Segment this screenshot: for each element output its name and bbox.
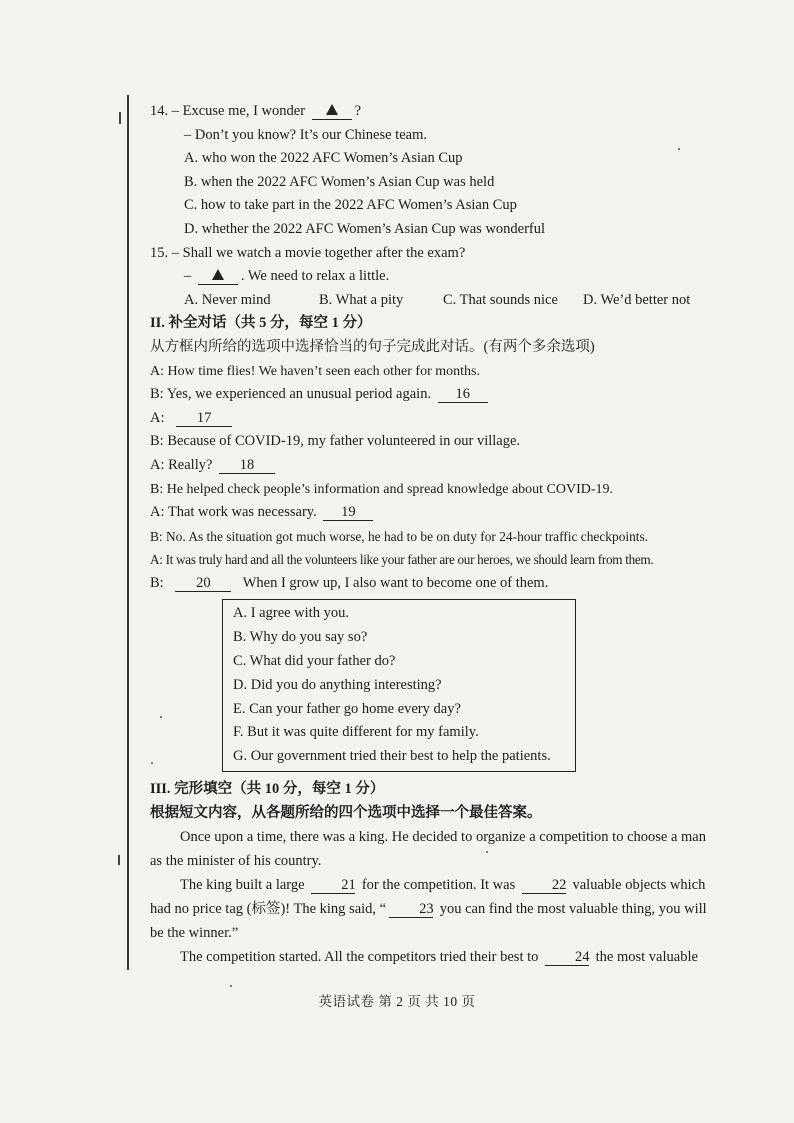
q14-line1: – Excuse me, I wonder xyxy=(171,103,306,119)
q14-response: – Don’t you know? It’s our Chinese team. xyxy=(184,126,427,143)
blank-20[interactable]: 20 xyxy=(175,575,231,592)
scan-speck xyxy=(678,148,680,150)
box-option-c[interactable]: C. What did your father do? xyxy=(233,653,396,670)
dialogue xyxy=(150,360,710,596)
blank-17[interactable]: 17 xyxy=(176,410,232,427)
q14-option-a[interactable]: A. who won the 2022 AFC Women’s Asian Cup xyxy=(184,150,463,167)
q14-option-d[interactable]: D. whether the 2022 AFC Women’s Asian Cup was wonderful xyxy=(184,220,546,237)
q14-blank[interactable] xyxy=(312,103,352,120)
dialogue-line: A: How time flies! We haven’t seen each other for months. xyxy=(150,363,480,379)
passage-paragraph-3: The competition started. All the competitors tried their best to 24 the most valuable xyxy=(180,949,698,966)
scan-speck xyxy=(486,851,488,853)
triangle-icon xyxy=(212,269,224,280)
margin-tick xyxy=(118,855,120,865)
dialogue-line: B: No. As the situation got much worse, he had to be on duty for 24-hour traffic checkpoints. xyxy=(150,528,649,544)
q15-option-c[interactable]: C. That sounds nice xyxy=(443,291,558,308)
dialogue-line: B: Yes, we experienced an unusual period again. 16 xyxy=(150,383,710,407)
section3-title: III. 完形填空（共 10 分，每空 1 分） xyxy=(150,781,385,798)
section3-instruction: 根据短文内容，从各题所给的四个选项中选择一个最佳答案。 xyxy=(150,804,542,821)
dialogue-line: A: That work was necessary. 19 xyxy=(150,501,710,525)
dialogue-line: B: 20 When I grow up, I also want to become one of them. xyxy=(150,574,549,591)
box-option-d[interactable]: D. Did you do anything interesting? xyxy=(233,676,442,693)
dialogue-line: A: 17 xyxy=(150,407,710,431)
section2-title: II. 补全对话（共 5 分，每空 1 分） xyxy=(150,315,372,332)
passage-paragraph-2: The king built a large 21 for the competition. It was 22 valuable objects which had no price tag (标签)! The king said, “ 23 you can find the most valuable thing, you will be the winner.” xyxy=(150,877,707,942)
box-option-e[interactable]: E. Can your father go home every day? xyxy=(233,700,461,717)
box-option-a[interactable]: A. I agree with you. xyxy=(233,605,349,622)
dialogue-line: B: He helped check people’s information and spread knowledge about COVID-19. xyxy=(150,481,614,497)
q14-stem: 14. – Excuse me, I wonder ? xyxy=(150,100,710,124)
page-footer: 英语试卷 第 2 页 共 10 页 xyxy=(318,994,476,1009)
dialogue-line: A: Really? 18 xyxy=(150,454,710,478)
q15-option-a[interactable]: A. Never mind xyxy=(184,291,271,308)
triangle-icon xyxy=(326,104,338,115)
scan-speck xyxy=(230,985,232,987)
blank-24[interactable]: 24 xyxy=(545,949,589,966)
margin-rule xyxy=(127,95,129,970)
passage-paragraph-1: Once upon a time, there was a king. He decided to organize a competition to choose a man as the minister of his country. xyxy=(150,829,706,870)
q15-response: – . We need to relax a little. xyxy=(184,268,390,285)
q15-line1: – Shall we watch a movie together after the exam? xyxy=(171,244,466,261)
dialogue-line: B: Because of COVID-19, my father volunteered in our village. xyxy=(150,433,521,450)
question-content xyxy=(150,100,710,969)
q15-stem xyxy=(150,242,710,266)
blank-23[interactable]: 23 xyxy=(389,901,433,918)
dialogue-line: A: It was truly hard and all the volunteers like your father are our heroes, we should learn from them. xyxy=(150,552,654,568)
q14-number: 14. xyxy=(150,103,169,119)
q15-options xyxy=(150,289,710,313)
blank-16[interactable]: 16 xyxy=(438,386,488,403)
blank-21[interactable]: 21 xyxy=(311,877,355,894)
q15-option-d[interactable]: D. We’d better not xyxy=(583,291,691,308)
blank-18[interactable]: 18 xyxy=(219,457,275,474)
scan-speck xyxy=(151,762,153,764)
q15-blank[interactable] xyxy=(198,268,238,285)
q15-number: 15. xyxy=(150,244,169,261)
box-option-f[interactable]: F. But it was quite different for my family. xyxy=(233,724,479,741)
q14-option-c[interactable]: C. how to take part in the 2022 AFC Women’s Asian Cup xyxy=(184,197,517,214)
q15-option-b[interactable]: B. What a pity xyxy=(319,291,404,308)
box-option-g[interactable]: G. Our government tried their best to help the patients. xyxy=(233,748,551,765)
options-box xyxy=(222,599,576,772)
scan-speck xyxy=(160,716,162,718)
blank-22[interactable]: 22 xyxy=(522,877,566,894)
q14-option-b[interactable]: B. when the 2022 AFC Women’s Asian Cup was held xyxy=(184,173,495,190)
section2-instruction: 从方框内所给的选项中选择恰当的句子完成此对话。(有两个多余选项) xyxy=(150,338,595,355)
box-option-b[interactable]: B. Why do you say so? xyxy=(233,629,368,646)
blank-19[interactable]: 19 xyxy=(323,504,373,521)
margin-tick xyxy=(119,112,121,124)
